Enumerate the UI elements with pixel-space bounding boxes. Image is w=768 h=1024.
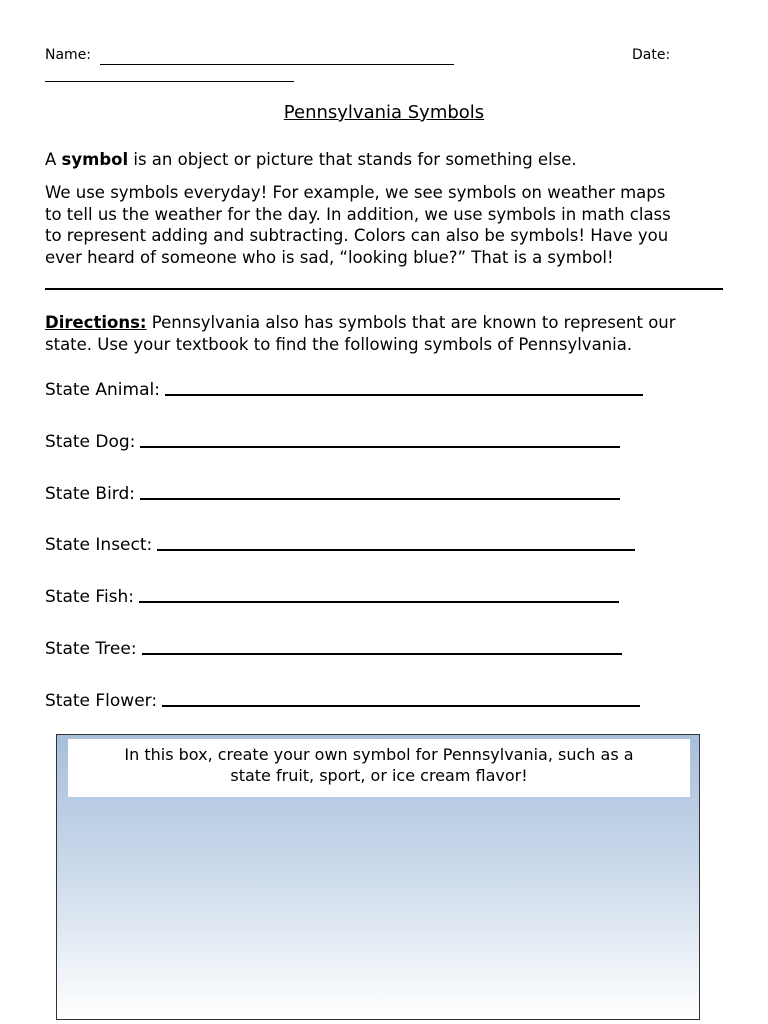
name-blank[interactable] bbox=[100, 64, 454, 65]
date-blank[interactable] bbox=[45, 81, 294, 82]
name-label: Name: bbox=[45, 47, 92, 63]
field-label: State Flower: bbox=[45, 691, 158, 711]
directions-label: Directions: bbox=[45, 313, 147, 332]
answer-blank[interactable] bbox=[165, 394, 643, 396]
field-state-flower bbox=[45, 687, 640, 711]
field-label: State Insect: bbox=[45, 535, 153, 555]
date-label: Date: bbox=[632, 47, 671, 63]
divider-rule bbox=[45, 288, 723, 290]
definition-rest: is an object or picture that stands for something else. bbox=[128, 150, 577, 169]
definition-prefix: A bbox=[45, 150, 62, 169]
intro-line: We use symbols everyday! For example, we see symbols on weather maps bbox=[45, 183, 666, 202]
field-label: State Fish: bbox=[45, 587, 135, 607]
field-label: State Dog: bbox=[45, 432, 136, 452]
caption-line-2: state fruit, sport, or ice cream flavor! bbox=[230, 766, 528, 785]
answer-blank[interactable] bbox=[140, 446, 620, 448]
answer-blank[interactable] bbox=[142, 653, 622, 655]
field-state-bird bbox=[45, 480, 620, 504]
intro-line: to represent adding and subtracting. Colors can also be symbols! Have you bbox=[45, 226, 669, 245]
name-label-row bbox=[45, 47, 91, 63]
field-label: State Bird: bbox=[45, 484, 135, 504]
field-label: State Animal: bbox=[45, 380, 160, 400]
caption-line-1: In this box, create your own symbol for Pennsylvania, such as a bbox=[124, 745, 634, 764]
answer-blank[interactable] bbox=[139, 601, 619, 603]
intro-line: ever heard of someone who is sad, “looking blue?” That is a symbol! bbox=[45, 247, 614, 267]
page-title: Pennsylvania Symbols bbox=[283, 102, 485, 123]
directions-paragraph bbox=[45, 312, 676, 355]
definition-bold-word: symbol bbox=[61, 150, 129, 169]
field-state-tree bbox=[45, 635, 622, 659]
directions-line-1 bbox=[45, 312, 676, 334]
answer-blank[interactable] bbox=[140, 498, 620, 500]
field-state-animal bbox=[45, 376, 643, 400]
drawing-box[interactable] bbox=[56, 734, 700, 1020]
intro-line: to tell us the weather for the day. In addition, we use symbols in math class bbox=[45, 204, 671, 224]
directions-line-2: state. Use your textbook to find the following symbols of Pennsylvania. bbox=[45, 334, 633, 354]
definition-line bbox=[45, 149, 577, 171]
answer-blank[interactable] bbox=[157, 549, 635, 551]
intro-paragraph bbox=[45, 182, 671, 268]
field-state-fish bbox=[45, 583, 619, 607]
field-label: State Tree: bbox=[45, 639, 137, 659]
drawing-box-caption bbox=[68, 739, 690, 797]
directions-text-1: Pennsylvania also has symbols that are known to represent our bbox=[146, 313, 676, 332]
field-state-dog bbox=[45, 428, 620, 452]
field-state-insect bbox=[45, 531, 635, 555]
answer-blank[interactable] bbox=[162, 705, 640, 707]
